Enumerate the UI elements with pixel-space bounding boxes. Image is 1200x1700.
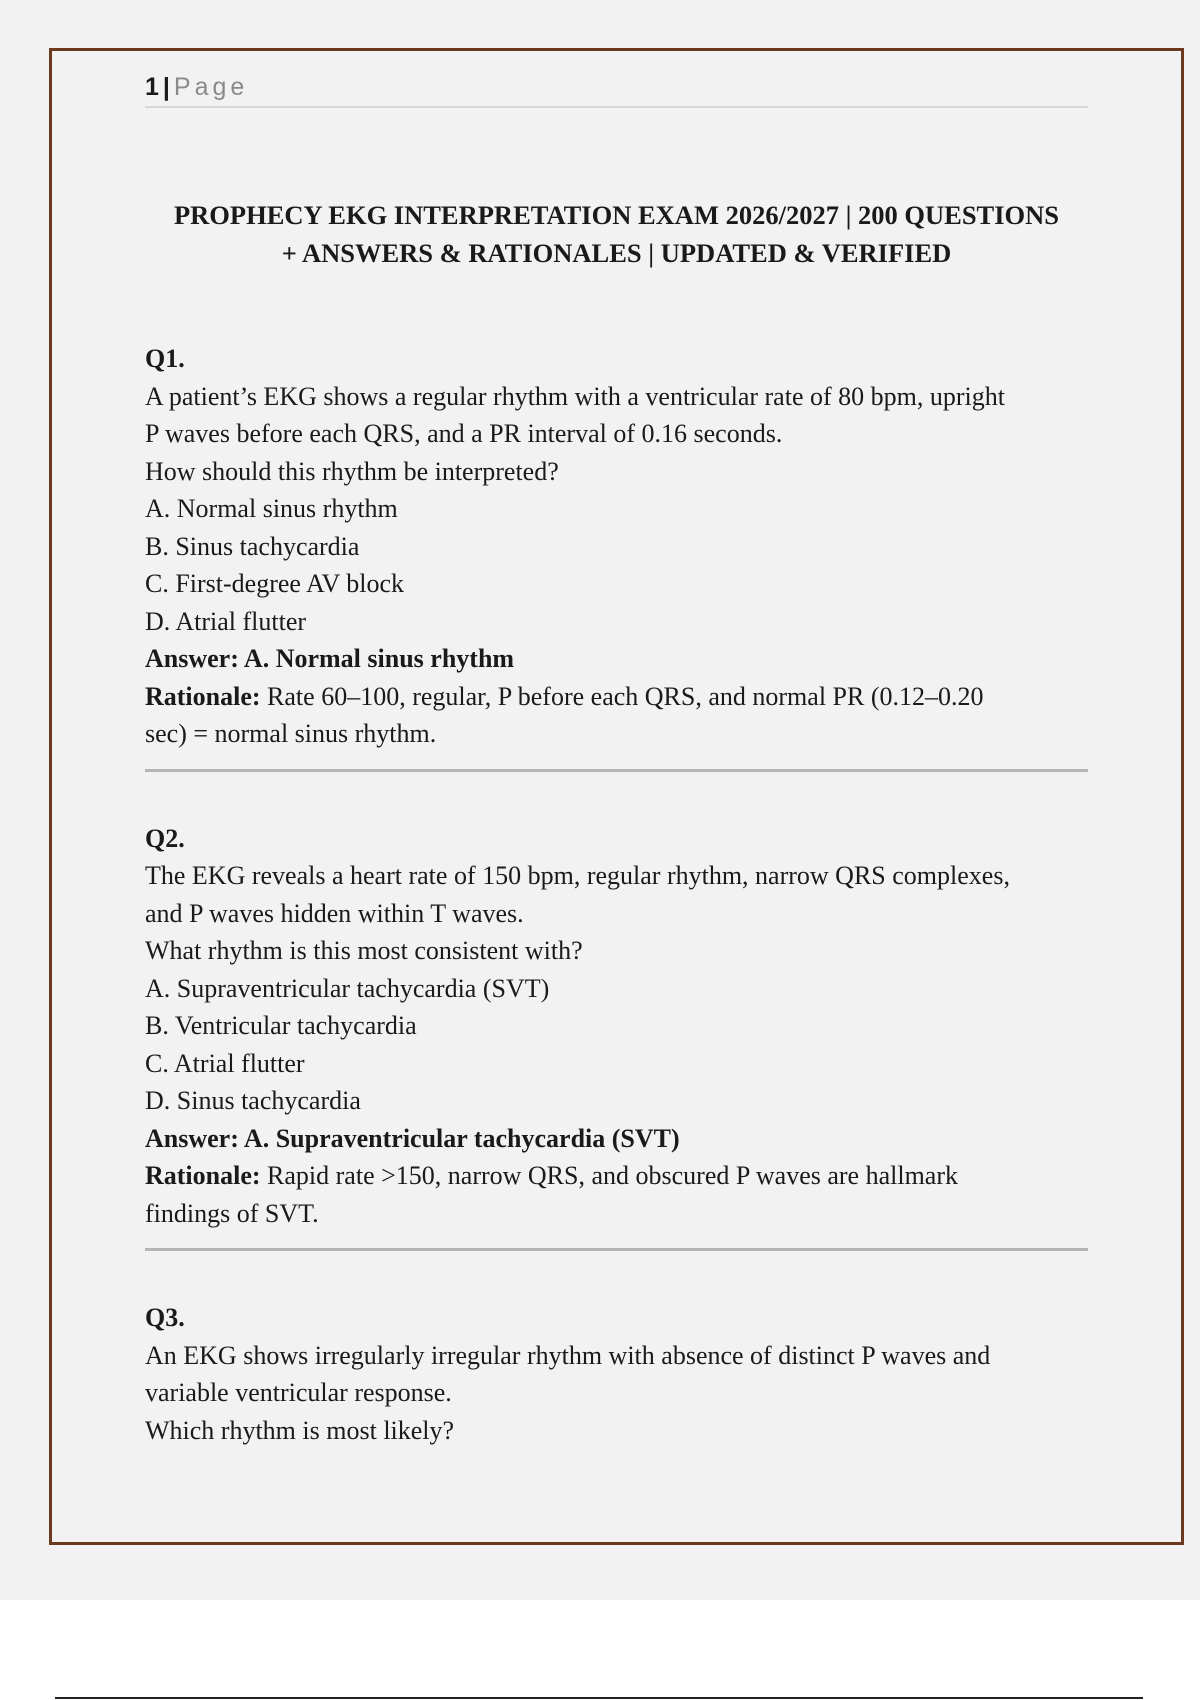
question-stem-line: How should this rhythm be interpreted?	[145, 456, 559, 486]
answer-option: D. Atrial flutter	[145, 606, 307, 636]
page-number: 1	[145, 73, 159, 101]
answer-option: D. Sinus tachycardia	[145, 1086, 361, 1115]
document-title-line-1: PROPHECY EKG INTERPRETATION EXAM 2026/2027 | 200 QUESTIONS	[173, 200, 1060, 230]
question-block-q3	[145, 1299, 1090, 1449]
next-page-top-rule	[55, 1697, 1143, 1699]
page-header	[145, 70, 1088, 108]
question-stem-line: A patient’s EKG shows a regular rhythm with a ventricular rate of 80 bpm, upright	[145, 381, 1005, 411]
answer-option: A. Supraventricular tachycardia (SVT)	[145, 973, 550, 1003]
document-title	[145, 196, 1088, 272]
question-stem-line: and P waves hidden within T waves.	[145, 898, 524, 928]
answer-option: A. Normal sinus rhythm	[145, 494, 398, 523]
answer-option: C. Atrial flutter	[145, 1048, 305, 1078]
question-label: Q1.	[145, 344, 185, 373]
correct-answer: Answer: A. Normal sinus rhythm	[145, 644, 515, 673]
rationale	[145, 1157, 1090, 1195]
question-stem-line: Which rhythm is most likely?	[145, 1415, 455, 1445]
question-divider	[145, 1248, 1088, 1251]
answer-option: C. First-degree AV block	[145, 569, 405, 598]
question-stem-line: variable ventricular response.	[145, 1378, 452, 1407]
rationale-label: Rationale:	[145, 681, 261, 711]
question-label: Q2.	[145, 823, 185, 853]
question-stem-line: P waves before each QRS, and a PR interval of 0.16 seconds.	[145, 419, 783, 448]
question-block-q1	[145, 340, 1090, 753]
questions-content	[145, 340, 1090, 1449]
question-stem-line: What rhythm is this most consistent with?	[145, 936, 583, 965]
rationale-text: Rapid rate >150, narrow QRS, and obscured P waves are hallmark	[260, 1161, 959, 1190]
rationale	[145, 678, 1090, 716]
rationale-text: sec) = normal sinus rhythm.	[145, 719, 437, 748]
answer-option: B. Ventricular tachycardia	[145, 1011, 417, 1040]
rationale-text: findings of SVT.	[145, 1198, 319, 1228]
correct-answer: Answer: A. Supraventricular tachycardia (SVT)	[145, 1123, 680, 1153]
question-divider	[145, 769, 1088, 772]
answer-option: B. Sinus tachycardia	[145, 531, 360, 561]
rationale-label: Rationale:	[145, 1161, 261, 1190]
page-label: Page	[173, 73, 249, 101]
rationale-text: Rate 60–100, regular, P before each QRS, and normal PR (0.12–0.20	[260, 681, 984, 711]
page-header-separator: |	[162, 73, 170, 101]
question-stem-line: An EKG shows irregularly irregular rhythm with absence of distinct P waves and	[145, 1340, 991, 1370]
question-block-q2	[145, 820, 1090, 1233]
question-stem-line: The EKG reveals a heart rate of 150 bpm, regular rhythm, narrow QRS complexes,	[145, 861, 1010, 890]
document-title-line-2: + ANSWERS & RATIONALES | UPDATED & VERIFIED	[281, 238, 952, 268]
question-label: Q3.	[145, 1303, 185, 1332]
